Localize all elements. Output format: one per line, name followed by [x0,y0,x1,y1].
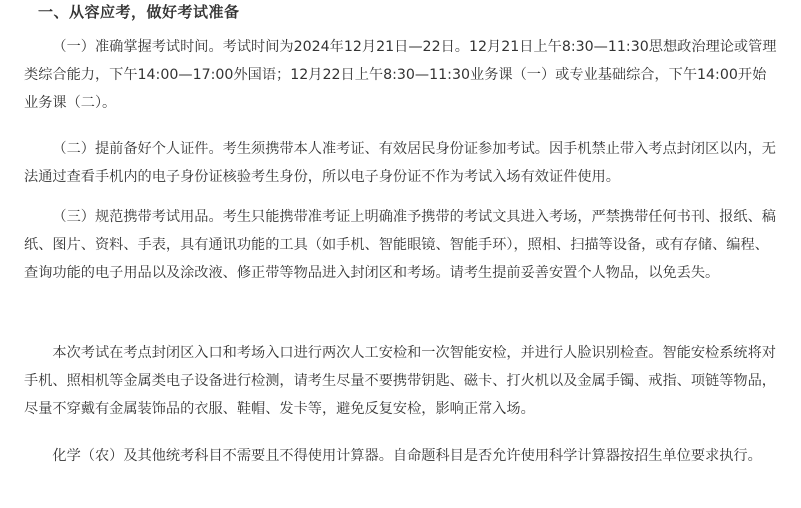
paragraph-id-documents: （二）提前备好个人证件。考生须携带本人准考证、有效居民身份证参加考试。因手机禁止带入考点封闭区以内，无法通过查看手机内的电子身份证核验考生身份，所以电子身份证不作为考试入场有效证件使用。 [24,141,776,185]
paragraph-calculator: 化学（农）及其他统考科目不需要且不得使用计算器。自命题科目是否允许使用科学计算器按招生单位要求执行。 [52,448,762,464]
paragraph-security-check: 本次考试在考点封闭区入口和考场入口进行两次人工安检和一次智能安检，并进行人脸识别检查。智能安检系统将对手机、照相机等金属类电子设备进行检测，请考生尽量不要携带钥匙、磁卡、打火机以及金属手镯、戒指、项链等物品，尽量不穿戴有金属装饰品的衣服、鞋帽、发卡等，避免反复安检，影响正常入场。 [24,345,776,417]
section-heading: 一、从容应考，做好考试准备 [38,3,240,21]
paragraph-exam-items: （三）规范携带考试用品。考生只能携带准考证上明确准予携带的考试文具进入考场，严禁携带任何书刊、报纸、稿纸、图片、资料、手表，具有通讯功能的工具（如手机、智能眼镜、智能手环），照相、扫描等设备，或有存储、编程、查询功能的电子用品以及涂改液、修正带等物品进入封闭区和考场。请考生提前妥善安置个人物品，以免丢失。 [24,209,776,281]
paragraph-exam-time: （一）准确掌握考试时间。考试时间为2024年12月21日—22日。12月21日上午8:30—11:30思想政治理论或管理类综合能力，下午14:00—17:00外国语；12月22日上午8:30—11:30业务课（一）或专业基础综合，下午14:00开始业务课（二）。 [24,39,777,111]
